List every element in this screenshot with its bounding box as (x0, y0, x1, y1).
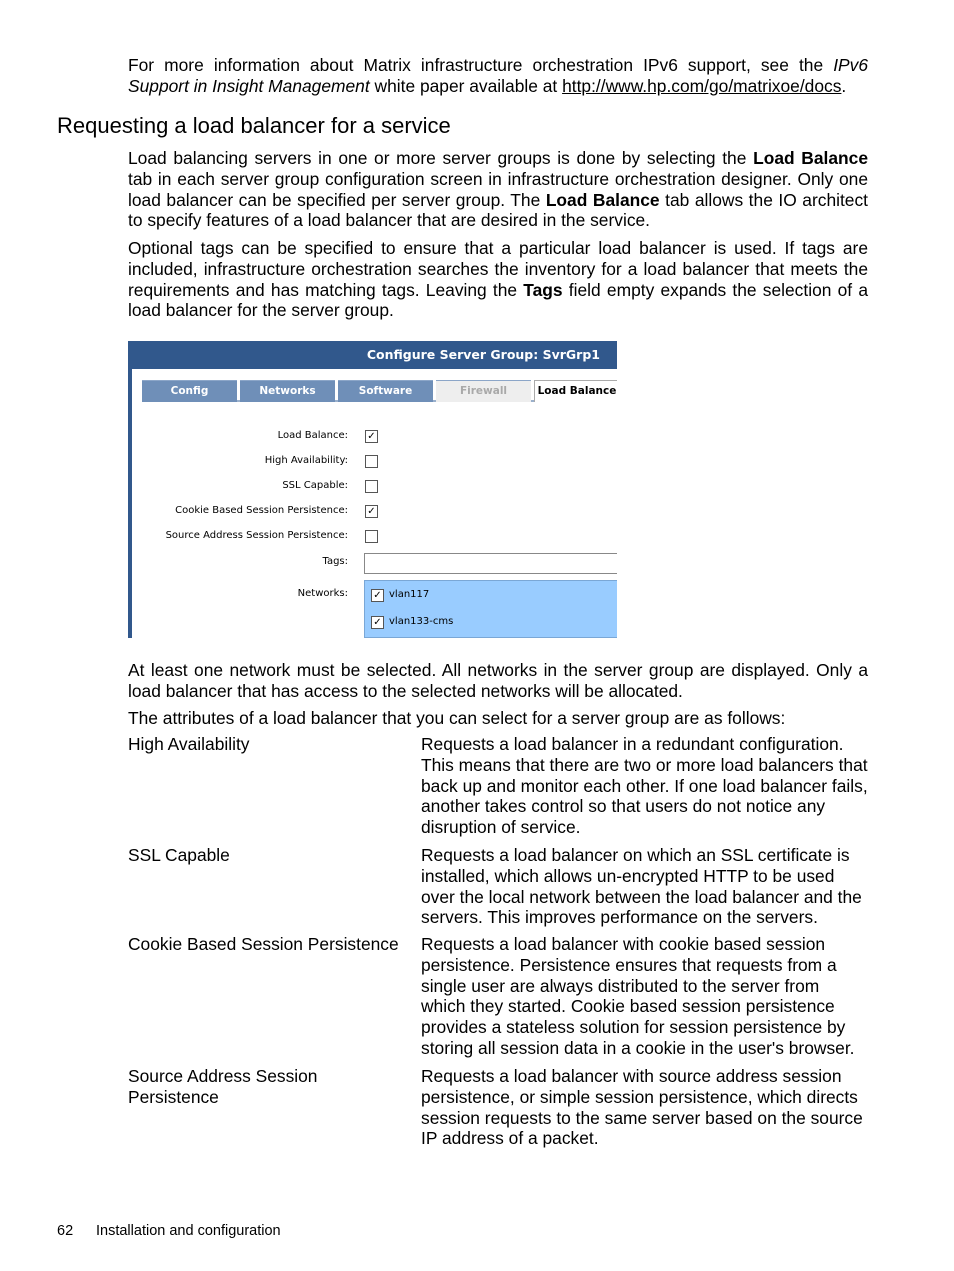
networks-label: Networks: (297, 588, 348, 599)
tags-label: Tags: (322, 556, 348, 567)
intro-text: For more information about Matrix infrastructure orchestration IPv6 support, see the (128, 55, 834, 75)
docs-link[interactable]: http://www.hp.com/go/matrixoe/docs (562, 75, 842, 96)
network-checkbox-vlan117[interactable]: ✓ (371, 589, 384, 602)
high-availability-checkbox[interactable] (365, 455, 378, 468)
attribute-description: Requests a load balancer with source address session persistence, or simple session persistence, which directs session requests to the same server based on the source IP address of a packet. (421, 1066, 863, 1149)
tab-software[interactable]: Software (338, 380, 433, 402)
footer-section: Installation and configuration (96, 1223, 281, 1239)
network-name: vlan133-cms (389, 616, 454, 627)
attribute-term: Source Address Session Persistence (128, 1066, 318, 1107)
load-balance-checkbox[interactable]: ✓ (365, 430, 378, 443)
ssl-capable-checkbox[interactable] (365, 480, 378, 493)
paragraph-attributes-intro: The attributes of a load balancer that you can select for a server group are as follows: (128, 708, 786, 728)
configure-server-group-screenshot (128, 341, 617, 638)
para1-text-2: tab in each server group configuration screen in infrastructure orchestration designer. Only one load balancer can be specified per server group. The (128, 168, 868, 210)
para1-bold-2: Load Balance (545, 189, 660, 210)
paragraph-networks: At least one network must be selected. All networks in the server group are displayed. Only a load balancer that has access to the selected networks will be allocated. (128, 660, 868, 701)
attribute-term: SSL Capable (128, 845, 230, 865)
section-heading: Requesting a load balancer for a service (57, 113, 451, 138)
para2-bold-1: Tags (523, 279, 563, 300)
high-availability-label: High Availability: (264, 455, 348, 466)
para1-text-1: Load balancing servers in one or more server groups is done by selecting the (128, 148, 754, 168)
tab-load-balance[interactable]: Load Balance (534, 380, 617, 402)
tab-networks[interactable]: Networks (240, 380, 335, 402)
tab-config[interactable]: Config (142, 380, 237, 402)
attribute-term: High Availability (128, 734, 250, 754)
ssl-capable-label: SSL Capable: (282, 480, 348, 491)
tags-input[interactable] (364, 553, 617, 574)
intro-paragraph (128, 55, 868, 97)
attribute-description: Requests a load balancer with cookie based session persistence. Persistence ensures that requests from a single user are always distributed to the server from which they started. Cookie based session persistence provides a stateless solution for session persistence by storing all session data in a cookie in the user's browser. (421, 934, 855, 1058)
cookie-persistence-checkbox[interactable]: ✓ (365, 505, 378, 518)
intro-text-2: white paper available at (369, 75, 563, 96)
intro-text-3: . (841, 75, 847, 96)
dialog-left-border (128, 369, 132, 638)
network-checkbox-vlan133-cms[interactable]: ✓ (371, 616, 384, 629)
attribute-term: Cookie Based Session Persistence (128, 934, 399, 954)
page-number: 62 (57, 1223, 74, 1239)
whitepaper-title: IPv6 Support in Insight Management (128, 55, 868, 96)
para1-text-3: tab allows the IO architect to specify features of a load balancer that are desired in the service. (128, 189, 869, 231)
para2-text-1: Optional tags can be specified to ensure that a particular load balancer is used. If tags are included, infrastructure orchestration searches the inventory for a load balancer that meets the requirements and has matching tags. Leaving the (128, 238, 868, 300)
para1-bold-1: Load Balance (753, 148, 868, 168)
paragraph-optional-tags (128, 238, 868, 321)
para2-text-2: field empty expands the selection of a load balancer for the server group. (128, 279, 868, 321)
dialog-titlebar (128, 341, 617, 369)
network-name: vlan117 (389, 589, 430, 600)
attribute-description: Requests a load balancer on which an SSL certificate is installed, which allows un-encrypted HTTP to be used over the local network between the load balancer and the servers. This improves performance on the servers. (421, 845, 862, 928)
cookie-persistence-label: Cookie Based Session Persistence: (175, 505, 348, 516)
tab-firewall[interactable]: Firewall (436, 380, 531, 402)
source-address-persistence-checkbox[interactable] (365, 530, 378, 543)
attribute-description: Requests a load balancer in a redundant configuration. This means that there are two or more load balancers that back up and monitor each other. If one load balancer fails, another takes control so that users do not notice any disruption of service. (421, 734, 868, 838)
load-balance-label: Load Balance: (277, 430, 348, 441)
networks-list (364, 580, 617, 638)
paragraph-load-balancing (128, 148, 868, 231)
dialog-title: Configure Server Group: SvrGrp1 (366, 347, 600, 362)
source-address-persistence-label: Source Address Session Persistence: (165, 530, 348, 541)
